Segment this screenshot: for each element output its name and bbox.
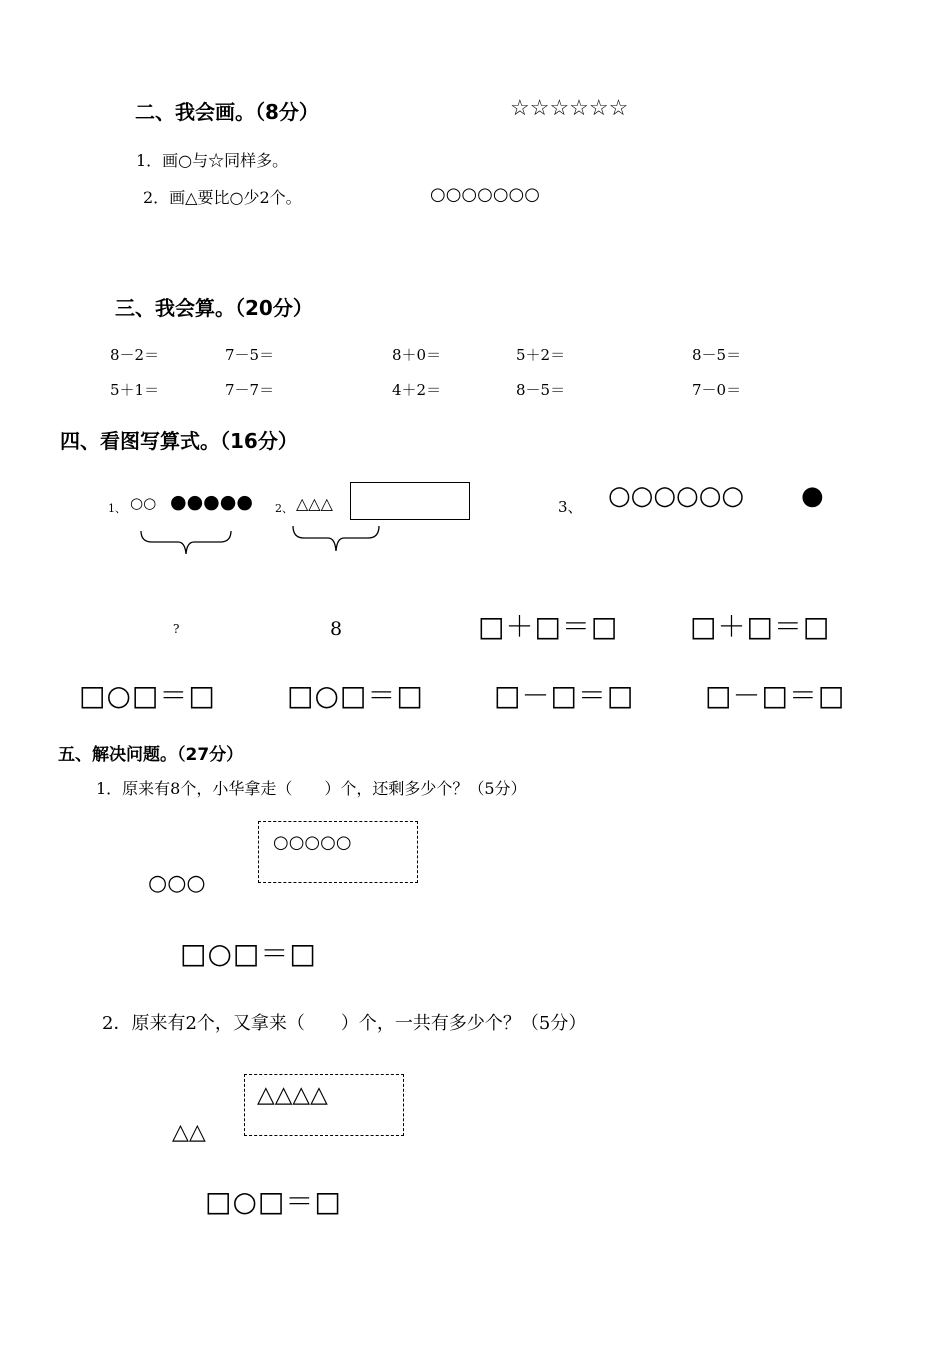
picture2-triangles: △△△ <box>296 494 333 513</box>
calc-item: 8－5＝ <box>516 381 566 399</box>
box2-triangles: △△△△ <box>257 1082 328 1108</box>
equation-q2: □○□＝□ <box>205 1185 342 1218</box>
calc-item: 5＋2＝ <box>516 346 566 364</box>
calc-item: 7－5＝ <box>225 346 275 364</box>
section4-title: 四、看图写算式。（16分） <box>60 429 298 453</box>
picture1-filled-circles: ●●●●● <box>170 491 253 513</box>
equation-sub-1: □－□＝□ <box>494 679 635 712</box>
section5-q2: 2．原来有2个，又拿来（ ）个，一共有多少个？（5分） <box>102 1013 587 1034</box>
picture1-label: 1、 <box>108 502 126 515</box>
outside-triangles: △△ <box>172 1120 206 1145</box>
section2-q1: 1．画○与☆同样多。 <box>136 151 289 170</box>
equation-op-1: □○□＝□ <box>79 679 216 712</box>
outside-circles: ○○○ <box>148 871 206 896</box>
brace-2 <box>292 525 380 553</box>
section2-title: 二、我会画。（8分） <box>135 100 319 124</box>
star-row: ☆☆☆☆☆☆ <box>510 96 629 121</box>
calc-item: 8－5＝ <box>692 346 742 364</box>
picture1-open-circles: ○○ <box>130 494 157 512</box>
dashed-box-1 <box>258 821 418 883</box>
picture3-filled-circle: ● <box>801 481 824 511</box>
question-mark: ? <box>173 622 180 636</box>
equation-op-2: □○□＝□ <box>287 679 424 712</box>
calc-item: 5＋1＝ <box>110 381 160 399</box>
equation-sub-2: □－□＝□ <box>705 679 846 712</box>
calc-item: 7－7＝ <box>225 381 275 399</box>
section5-title: 五、解决问题。（27分） <box>58 745 244 765</box>
section3-title: 三、我会算。（20分） <box>115 296 313 320</box>
total-eight: 8 <box>330 618 343 640</box>
equation-add-2: □＋□＝□ <box>690 610 831 643</box>
calc-item: 7－0＝ <box>692 381 742 399</box>
calc-item: 8－2＝ <box>110 346 160 364</box>
calc-item: 8＋0＝ <box>392 346 442 364</box>
dashed-box-2 <box>244 1074 404 1136</box>
section2-q2: 2．画△要比○少2个。 <box>143 188 302 207</box>
equation-q1: □○□＝□ <box>180 937 317 970</box>
section5-q1: 1．原来有8个，小华拿走（ ）个，还剩多少个？（5分） <box>96 779 527 798</box>
box1-circles: ○○○○○ <box>273 832 352 853</box>
picture3-label: 3、 <box>558 498 583 516</box>
picture3-open-circles: ○○○○○○ <box>608 481 745 511</box>
circle-row: ○○○○○○○ <box>430 184 540 205</box>
calc-item: 4＋2＝ <box>392 381 442 399</box>
brace-1 <box>140 530 232 556</box>
equation-add-1: □＋□＝□ <box>478 610 619 643</box>
answer-box[interactable] <box>350 482 470 520</box>
picture2-label: 2、 <box>275 502 293 515</box>
